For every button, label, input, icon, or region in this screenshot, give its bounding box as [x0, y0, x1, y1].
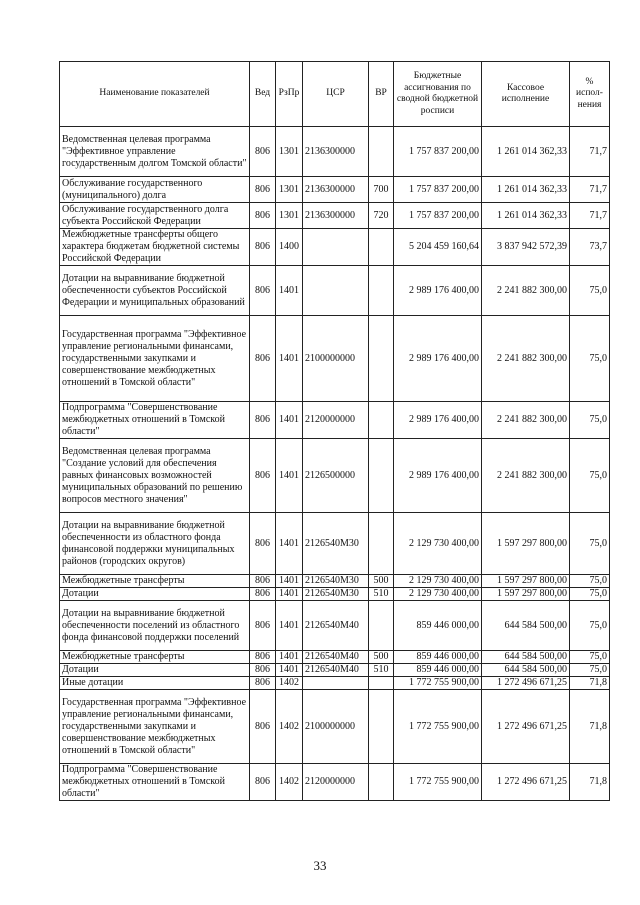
cell-rzpr: 1401 [276, 601, 303, 651]
cell-ved: 806 [250, 177, 276, 203]
cell-ved: 806 [250, 664, 276, 677]
cell-rzpr: 1401 [276, 575, 303, 588]
cell-budget: 859 446 000,00 [394, 664, 482, 677]
table-row [60, 575, 610, 588]
cell-csr: 2126540М30 [303, 575, 369, 588]
cell-rzpr: 1400 [276, 229, 303, 266]
table-row [60, 601, 610, 651]
cell-rzpr: 1401 [276, 513, 303, 575]
cell-name: Иные дотации [60, 677, 250, 690]
cell-cash: 1 272 496 671,25 [482, 677, 570, 690]
cell-csr [303, 266, 369, 316]
cell-ved: 806 [250, 588, 276, 601]
cell-pct: 75,0 [570, 588, 610, 601]
table-row [60, 229, 610, 266]
cell-name: Подпрограмма "Совершенствование межбюджетных отношений в Томской области" [60, 764, 250, 801]
cell-pct: 75,0 [570, 439, 610, 513]
cell-pct: 73,7 [570, 229, 610, 266]
table-row [60, 266, 610, 316]
cell-ved: 806 [250, 513, 276, 575]
cell-budget: 2 989 176 400,00 [394, 439, 482, 513]
cell-budget: 2 989 176 400,00 [394, 402, 482, 439]
header-csr: ЦСР [303, 62, 369, 127]
cell-budget: 1 772 755 900,00 [394, 690, 482, 764]
cell-ved: 806 [250, 764, 276, 801]
cell-cash: 1 272 496 671,25 [482, 764, 570, 801]
cell-cash: 644 584 500,00 [482, 651, 570, 664]
cell-rzpr: 1401 [276, 266, 303, 316]
cell-budget: 2 989 176 400,00 [394, 266, 482, 316]
cell-budget: 2 129 730 400,00 [394, 513, 482, 575]
cell-budget: 1 757 837 200,00 [394, 177, 482, 203]
cell-cash: 644 584 500,00 [482, 664, 570, 677]
cell-name: Государственная программа "Эффективное управление региональными финансами, государственными закупками и совершенствование межбюджетных отношений в Томской области" [60, 690, 250, 764]
table-row [60, 588, 610, 601]
cell-pct: 71,8 [570, 690, 610, 764]
table-row [60, 690, 610, 764]
header-ved: Вед [250, 62, 276, 127]
table-row [60, 127, 610, 177]
table-row [60, 764, 610, 801]
cell-vr [369, 601, 394, 651]
cell-csr: 2126540М40 [303, 651, 369, 664]
cell-rzpr: 1401 [276, 316, 303, 402]
cell-vr: 720 [369, 203, 394, 229]
cell-ved: 806 [250, 601, 276, 651]
cell-budget: 2 129 730 400,00 [394, 575, 482, 588]
cell-pct: 71,8 [570, 677, 610, 690]
cell-rzpr: 1401 [276, 588, 303, 601]
cell-name: Межбюджетные трансферты [60, 651, 250, 664]
cell-csr: 2100000000 [303, 690, 369, 764]
cell-cash: 1 261 014 362,33 [482, 177, 570, 203]
cell-csr: 2126540М40 [303, 664, 369, 677]
cell-cash: 1 597 297 800,00 [482, 513, 570, 575]
cell-name: Дотации [60, 588, 250, 601]
cell-budget: 2 129 730 400,00 [394, 588, 482, 601]
cell-pct: 71,7 [570, 127, 610, 177]
cell-budget: 859 446 000,00 [394, 651, 482, 664]
budget-table [59, 61, 610, 801]
cell-pct: 75,0 [570, 402, 610, 439]
cell-ved: 806 [250, 677, 276, 690]
cell-rzpr: 1301 [276, 177, 303, 203]
header-vr: ВР [369, 62, 394, 127]
cell-cash: 2 241 882 300,00 [482, 439, 570, 513]
cell-pct: 71,7 [570, 203, 610, 229]
cell-budget: 1 772 755 900,00 [394, 764, 482, 801]
cell-vr: 700 [369, 177, 394, 203]
header-name: Наименование показателей [60, 62, 250, 127]
cell-vr [369, 316, 394, 402]
cell-pct: 75,0 [570, 601, 610, 651]
cell-name: Дотации на выравнивание бюджетной обеспеченности субъектов Российской Федерации и муниципальных образований [60, 266, 250, 316]
cell-cash: 2 241 882 300,00 [482, 266, 570, 316]
cell-pct: 75,0 [570, 575, 610, 588]
cell-cash: 644 584 500,00 [482, 601, 570, 651]
cell-name: Подпрограмма "Совершенствование межбюджетных отношений в Томской области" [60, 402, 250, 439]
cell-cash: 1 272 496 671,25 [482, 690, 570, 764]
cell-vr [369, 402, 394, 439]
table-row [60, 402, 610, 439]
table-row [60, 677, 610, 690]
cell-vr: 510 [369, 588, 394, 601]
cell-budget: 1 757 837 200,00 [394, 127, 482, 177]
cell-pct: 71,8 [570, 764, 610, 801]
cell-budget: 5 204 459 160,64 [394, 229, 482, 266]
cell-vr: 500 [369, 651, 394, 664]
cell-rzpr: 1301 [276, 127, 303, 177]
cell-vr [369, 513, 394, 575]
cell-cash: 1 261 014 362,33 [482, 127, 570, 177]
cell-vr [369, 677, 394, 690]
table-header-row [60, 62, 610, 127]
cell-rzpr: 1402 [276, 690, 303, 764]
header-budget: Бюджетные ассигнования по сводной бюджетной росписи [394, 62, 482, 127]
cell-ved: 806 [250, 266, 276, 316]
cell-pct: 75,0 [570, 664, 610, 677]
cell-name: Ведомственная целевая программа "Эффективное управление государственным долгом Томской области" [60, 127, 250, 177]
table-row [60, 316, 610, 402]
cell-ved: 806 [250, 203, 276, 229]
cell-cash: 1 597 297 800,00 [482, 588, 570, 601]
cell-ved: 806 [250, 439, 276, 513]
cell-csr: 2126540М30 [303, 513, 369, 575]
cell-cash: 1 597 297 800,00 [482, 575, 570, 588]
cell-rzpr: 1401 [276, 664, 303, 677]
cell-csr [303, 229, 369, 266]
cell-name: Государственная программа "Эффективное управление региональными финансами, государственными закупками и совершенствование межбюджетных отношений в Томской области" [60, 316, 250, 402]
cell-csr: 2126540М40 [303, 601, 369, 651]
table-row [60, 439, 610, 513]
table-row [60, 203, 610, 229]
cell-csr: 2126540М30 [303, 588, 369, 601]
cell-name: Межбюджетные трансферты общего характера бюджетам бюджетной системы Российской Федерации [60, 229, 250, 266]
cell-rzpr: 1402 [276, 764, 303, 801]
cell-rzpr: 1401 [276, 439, 303, 513]
cell-budget: 2 989 176 400,00 [394, 316, 482, 402]
header-rzpr: РзПр [276, 62, 303, 127]
cell-pct: 75,0 [570, 651, 610, 664]
cell-csr: 2136300000 [303, 127, 369, 177]
cell-ved: 806 [250, 651, 276, 664]
cell-cash: 3 837 942 572,39 [482, 229, 570, 266]
cell-rzpr: 1401 [276, 651, 303, 664]
header-pct: % испол-нения [570, 62, 610, 127]
cell-ved: 806 [250, 402, 276, 439]
table-row [60, 664, 610, 677]
cell-budget: 1 772 755 900,00 [394, 677, 482, 690]
cell-name: Дотации на выравнивание бюджетной обеспеченности поселений из областного фонда финансовой поддержки поселений [60, 601, 250, 651]
header-cash: Кассовое исполнение [482, 62, 570, 127]
cell-vr [369, 690, 394, 764]
cell-cash: 1 261 014 362,33 [482, 203, 570, 229]
cell-csr: 2136300000 [303, 203, 369, 229]
cell-name: Дотации [60, 664, 250, 677]
cell-ved: 806 [250, 316, 276, 402]
cell-vr [369, 229, 394, 266]
cell-ved: 806 [250, 575, 276, 588]
cell-csr: 2126500000 [303, 439, 369, 513]
table-body [60, 127, 610, 801]
cell-vr [369, 439, 394, 513]
cell-name: Обслуживание государственного (муниципального) долга [60, 177, 250, 203]
cell-name: Ведомственная целевая программа "Создание условий для обеспечения равных финансовых возможностей муниципальных образований по решению вопросов местного значения" [60, 439, 250, 513]
cell-vr [369, 764, 394, 801]
cell-pct: 75,0 [570, 266, 610, 316]
cell-ved: 806 [250, 127, 276, 177]
cell-vr [369, 266, 394, 316]
cell-vr: 510 [369, 664, 394, 677]
cell-cash: 2 241 882 300,00 [482, 402, 570, 439]
page-number: 33 [313, 858, 327, 873]
table-row [60, 177, 610, 203]
cell-name: Обслуживание государственного долга субъекта Российской Федерации [60, 203, 250, 229]
cell-pct: 75,0 [570, 513, 610, 575]
cell-pct: 75,0 [570, 316, 610, 402]
cell-budget: 859 446 000,00 [394, 601, 482, 651]
cell-vr: 500 [369, 575, 394, 588]
cell-csr [303, 677, 369, 690]
cell-cash: 2 241 882 300,00 [482, 316, 570, 402]
table-row [60, 651, 610, 664]
cell-csr: 2100000000 [303, 316, 369, 402]
cell-rzpr: 1301 [276, 203, 303, 229]
cell-rzpr: 1402 [276, 677, 303, 690]
cell-csr: 2120000000 [303, 402, 369, 439]
cell-rzpr: 1401 [276, 402, 303, 439]
cell-budget: 1 757 837 200,00 [394, 203, 482, 229]
cell-name: Дотации на выравнивание бюджетной обеспеченности из областного фонда финансовой поддержки муниципальных районов (городских округов) [60, 513, 250, 575]
cell-ved: 806 [250, 690, 276, 764]
cell-pct: 71,7 [570, 177, 610, 203]
cell-ved: 806 [250, 229, 276, 266]
cell-csr: 2120000000 [303, 764, 369, 801]
cell-csr: 2136300000 [303, 177, 369, 203]
table-row [60, 513, 610, 575]
cell-vr [369, 127, 394, 177]
cell-name: Межбюджетные трансферты [60, 575, 250, 588]
